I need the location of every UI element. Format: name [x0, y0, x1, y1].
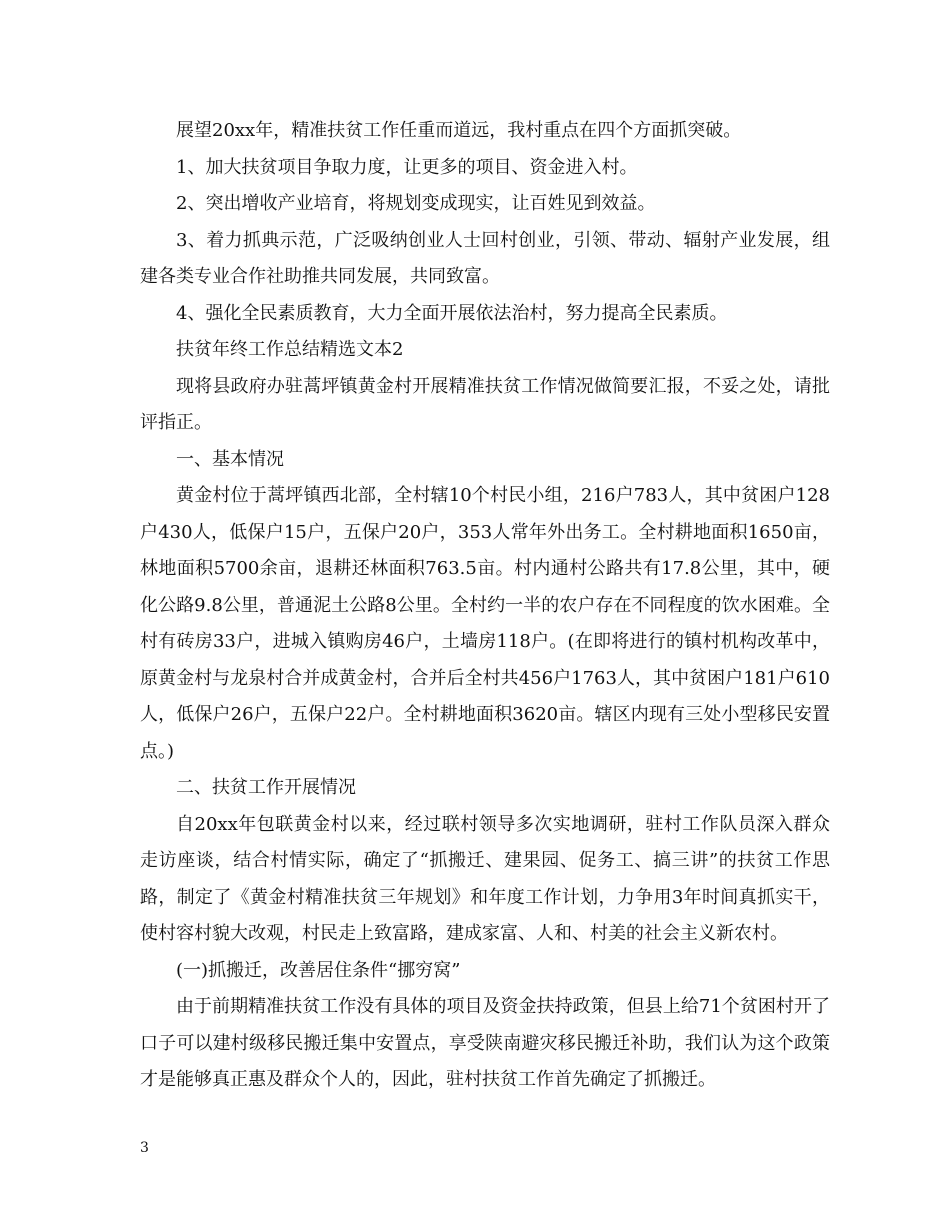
- paragraph-relocation: 由于前期精准扶贫工作没有具体的项目及资金扶持政策，但县上给71个贫困村开了口子可以建村级移民搬迁集中安置点，享受陕南避灾移民搬迁补助，我们认为这个政策才是能够真正惠及群众个人的，因此，驻村扶贫工作首先确定了抓搬迁。: [140, 996, 830, 1090]
- heading-work-progress: 二、扶贫工作开展情况: [176, 777, 356, 798]
- paragraph-outlook: 展望20xx年，精准扶贫工作任重而道远，我村重点在四个方面抓突破。: [176, 120, 742, 141]
- document-body: [140, 113, 830, 1099]
- paragraph-item-3: 3、着力抓典示范，广泛吸纳创业人士回村创业，引领、带动、辐射产业发展，组建各类专业合作社助推共同发展，共同致富。: [140, 229, 830, 287]
- paragraph-item-2: 2、突出增收产业培育，将规划变成现实，让百姓见到效益。: [176, 193, 656, 214]
- heading-relocation: (一)抓搬迁，改善居住条件“挪穷窝”: [176, 959, 461, 981]
- paragraph-basic-situation: 黄金村位于蒿坪镇西北部，全村辖10个村民小组，216户783人，其中贫困户128户430人，低保户15户，五保户20户，353人常年外出务工。全村耕地面积1650亩，林地面积5700余亩，退耕还林面积763.5亩。村内通村公路共有17.8公里，其中，硬化公路9.8公里，普通泥土公路8公里。全村约一半的农户存在不同程度的饮水困难。全村有砖房33户，进城入镇购房46户，土墙房118户。(在即将进行的镇村机构改革中，原黄金村与龙泉村合并成黄金村，合并后全村共456户1763人，其中贫困户181户610人，低保户26户，五保户22户。全村耕地面积3620亩。辖区内现有三处小型移民安置点。): [140, 485, 830, 762]
- paragraph-work-progress: 自20xx年包联黄金村以来，经过联村领导多次实地调研，驻村工作队员深入群众走访座谈，结合村情实际，确定了“抓搬迁、建果园、促务工、搞三讲”的扶贫工作思路，制定了《黄金村精准扶贫三年规划》和年度工作计划，力争用3年时间真抓实干，使村容村貌大改观，村民走上致富路，建成家富、人和、村美的社会主义新农村。: [140, 813, 830, 944]
- paragraph-item-4: 4、强化全民素质教育，大力全面开展依法治村，努力提高全民素质。: [176, 302, 728, 324]
- paragraph-intro: 现将县政府办驻蒿坪镇黄金村开展精准扶贫工作情况做简要汇报，不妥之处，请批评指正。: [140, 375, 830, 433]
- heading-basic-situation: 一、基本情况: [176, 448, 284, 470]
- page-number: 3: [140, 1140, 149, 1156]
- section-title: 扶贫年终工作总结精选文本2: [176, 339, 404, 360]
- paragraph-item-1: 1、加大扶贫项目争取力度，让更多的项目、资金进入村。: [176, 156, 638, 178]
